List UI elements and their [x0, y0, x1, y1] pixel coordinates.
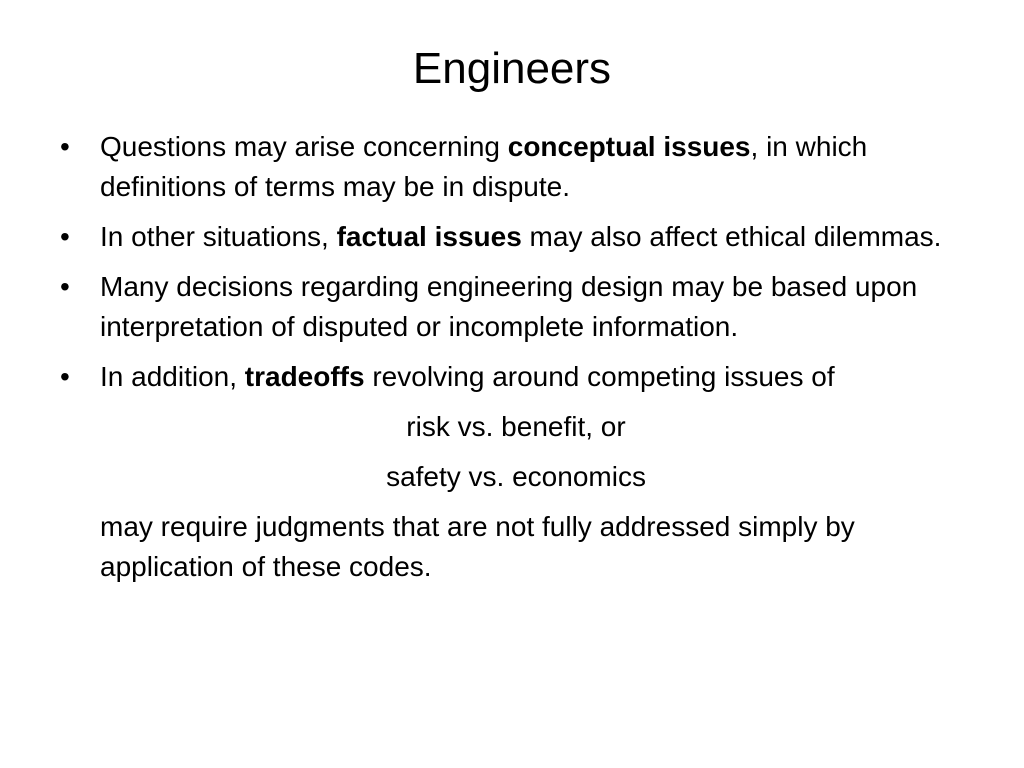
- bullet-text-post: , in which definitions of terms may be in dispute.: [100, 131, 868, 202]
- bullet-text-pre: In addition,: [100, 361, 245, 392]
- bullet-text-pre: Questions may arise concerning: [100, 131, 508, 162]
- centered-line-risk: risk vs. benefit, or: [406, 411, 626, 442]
- bullet-icon: •: [60, 271, 70, 302]
- bullet-text-pre: In other situations,: [100, 221, 337, 252]
- bullet-text-bold: tradeoffs: [244, 361, 365, 392]
- bullet-text-bold: factual issues: [336, 221, 522, 252]
- bullet-text-post: revolving around competing issues of: [364, 361, 835, 392]
- closing-paragraph: may require judgments that are not fully addressed simply by application of these codes.: [100, 511, 855, 582]
- bullet-text-post: may also affect ethical dilemmas.: [521, 221, 942, 252]
- bullet-text-bold: conceptual issues: [507, 131, 751, 162]
- bullet-item-tradeoffs: [56, 357, 976, 397]
- slide-title: Engineers: [412, 44, 612, 93]
- bullet-icon: •: [60, 221, 70, 252]
- bullet-item-design-decisions: [56, 267, 976, 347]
- bullet-list: [56, 127, 976, 587]
- bullet-text: Many decisions regarding engineering design may be based upon interpretation of disputed or incomplete information.: [100, 271, 918, 342]
- bullet-icon: •: [60, 131, 70, 162]
- centered-line-safety: safety vs. economics: [386, 461, 646, 492]
- bullet-icon: •: [60, 361, 70, 392]
- bullet-item-factual-issues: [56, 217, 976, 257]
- bullet-item-conceptual-issues: [56, 127, 976, 207]
